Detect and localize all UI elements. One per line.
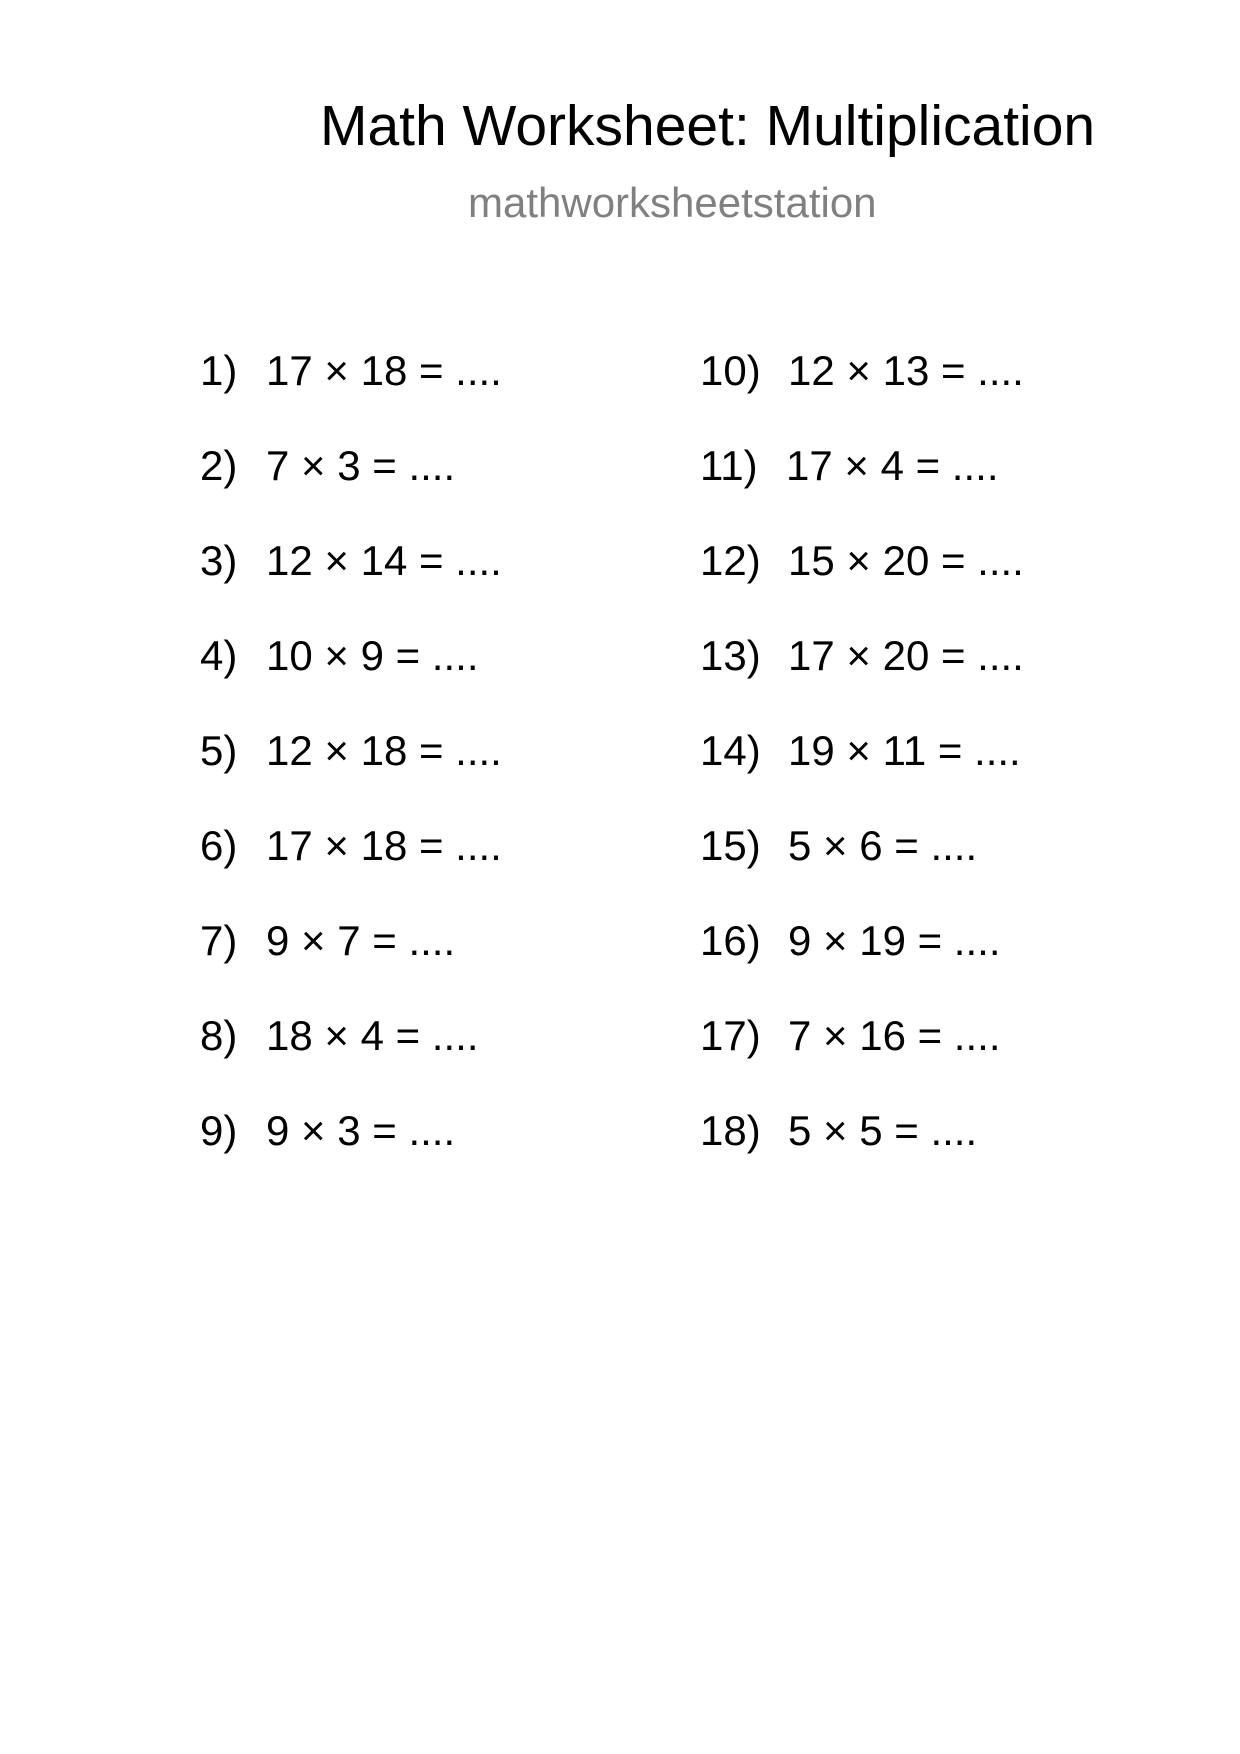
problem-item-18 [700,1107,1024,1205]
problem-number: 2) [200,442,238,489]
problem-number: 12) [700,537,761,584]
problem-expression: 9 × 7 = .... [266,917,456,964]
problem-expression: 12 × 14 = .... [266,537,502,584]
problem-item-5 [200,727,502,825]
problem-number: 8) [200,1012,238,1059]
problem-expression: 9 × 19 = .... [788,917,1001,964]
problem-expression: 19 × 11 = .... [788,727,1021,774]
problem-item-11 [700,442,1024,540]
problem-number: 5) [200,727,238,774]
problem-item-4 [200,632,502,730]
problem-expression: 17 × 18 = .... [266,822,502,869]
problem-number: 18) [700,1107,761,1154]
problem-expression: 9 × 3 = .... [266,1107,456,1154]
problem-item-14 [700,727,1024,825]
problem-number: 1) [200,347,238,394]
problem-item-15 [700,822,1024,920]
problem-number: 9) [200,1107,238,1154]
worksheet-title: Math Worksheet: Multiplication [320,94,1096,158]
worksheet-source: mathworksheetstation [468,179,877,226]
problem-number: 14) [700,727,761,774]
problem-item-7 [200,917,502,1015]
problem-expression: 17 × 18 = .... [266,347,502,394]
problem-item-16 [700,917,1024,1015]
problem-item-1 [200,347,502,445]
problem-number: 16) [700,917,761,964]
problem-expression: 18 × 4 = .... [266,1012,479,1059]
problem-item-10 [700,347,1024,445]
problem-number: 10) [700,347,761,394]
problem-number: 7) [200,917,238,964]
problem-number: 15) [700,822,761,869]
problem-expression: 15 × 20 = .... [788,537,1024,584]
problem-expression: 12 × 18 = .... [266,727,502,774]
problem-number: 6) [200,822,238,869]
problem-expression: 7 × 16 = .... [788,1012,1001,1059]
problem-number: 3) [200,537,238,584]
problem-expression: 7 × 3 = .... [266,442,456,489]
problem-expression: 10 × 9 = .... [266,632,479,679]
problem-expression: 17 × 20 = .... [788,632,1024,679]
problem-item-13 [700,632,1024,730]
problem-item-6 [200,822,502,920]
problem-number: 11) [700,442,758,489]
problem-number: 17) [700,1012,761,1059]
problem-item-3 [200,537,502,635]
problem-expression: 17 × 4 = .... [786,442,999,489]
problem-expression: 5 × 5 = .... [788,1107,978,1154]
problem-column-left [200,347,502,1205]
problem-number: 13) [700,632,761,679]
problem-item-2 [200,442,502,540]
problem-item-9 [200,1107,502,1205]
problem-item-17 [700,1012,1024,1110]
problem-item-12 [700,537,1024,635]
problem-expression: 12 × 13 = .... [788,347,1024,394]
problem-column-right [700,347,1024,1205]
problem-expression: 5 × 6 = .... [788,822,978,869]
problem-item-8 [200,1012,502,1110]
problem-number: 4) [200,632,238,679]
